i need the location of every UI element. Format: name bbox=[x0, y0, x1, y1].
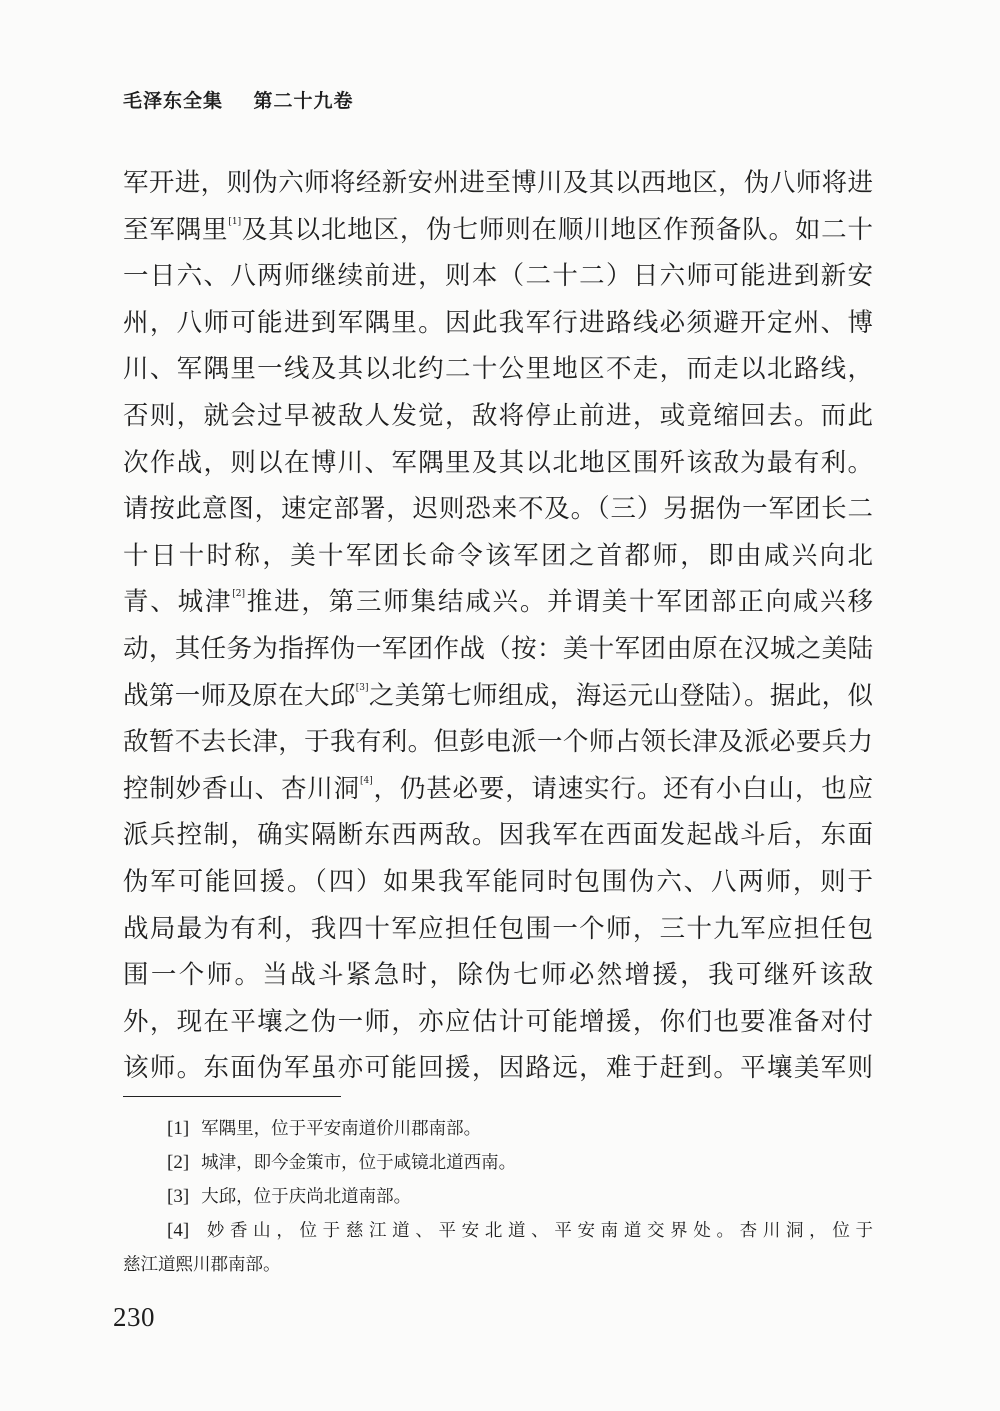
body-line: 敌暂不去长津，于我有利。但彭电派一个师占领长津及派必要兵力 bbox=[123, 727, 873, 758]
body-line: 否则，就会过早被敌人发觉，敌将停止前进，或竟缩回去。而此 bbox=[123, 400, 873, 431]
body-line: 至军隅里[1]及其以北地区，伪七师则在顺川地区作预备队。如二十 bbox=[123, 214, 873, 245]
body-line: 控制妙香山、杏川洞[4]，仍甚必要，请速实行。还有小白山，也应 bbox=[123, 773, 873, 804]
body-line: 次作战，则以在博川、军隅里及其以北地区围歼该敌为最有利。 bbox=[123, 447, 873, 478]
body-line: 青、城津[2]推进，第三师集结咸兴。并谓美十军团部正向咸兴移 bbox=[123, 587, 873, 618]
body-line: 动，其任务为指挥伪一军团作战（按：美十军团由原在汉城之美陆 bbox=[123, 633, 873, 664]
footnote-text: 军隅里，位于平安南道价川郡南部。 bbox=[201, 1119, 482, 1139]
footnote-1 bbox=[123, 1112, 873, 1146]
footnote-ref: [3] bbox=[355, 682, 369, 693]
footnote-text: 妙香山，位于慈江道、平安北道、平安南道交界处。杏川洞，位于 bbox=[201, 1221, 873, 1241]
body-line: 战第一师及原在大邱[3]之美第七师组成，海运元山登陆）。据此，似 bbox=[123, 680, 873, 711]
body-line: 伪军可能回援。（四）如果我军能同时包围伪六、八两师，则于 bbox=[123, 866, 873, 897]
body-text bbox=[123, 160, 873, 1092]
body-line: 围一个师。当战斗紧急时，除伪七师必然增援，我可继歼该敌 bbox=[123, 960, 873, 991]
footnote-number: [4] bbox=[167, 1220, 190, 1241]
footnote-number: [1] bbox=[167, 1118, 190, 1139]
footnote-ref: [1] bbox=[228, 216, 242, 227]
body-line: 军开进，则伪六师将经新安州进至博川及其以西地区，伪八师将进 bbox=[123, 168, 873, 198]
footnote-4-continuation: 慈江道熙川郡南部。 bbox=[123, 1255, 281, 1275]
body-line: 十日十时称，美十军团长命令该军团之首都师，即由咸兴向北 bbox=[123, 540, 873, 571]
body-line: 派兵控制，确实隔断东西两敌。因我军在西面发起战斗后，东面 bbox=[123, 820, 873, 851]
footnote-4 bbox=[123, 1214, 873, 1248]
footnotes bbox=[123, 1112, 873, 1282]
body-line: 请按此意图，速定部署，迟则恐来不及。（三）另据伪一军团长二 bbox=[123, 494, 873, 525]
footnote-text: 大邱，位于庆尚北道南部。 bbox=[201, 1187, 412, 1207]
footnote-divider bbox=[123, 1096, 341, 1097]
footnote-2 bbox=[123, 1146, 873, 1180]
body-line: 该师。东面伪军虽亦可能回援，因路远，难于赶到。平壤美军则 bbox=[123, 1053, 873, 1084]
body-line: 一日六、八两师继续前进，则本（二十二）日六师可能进到新安 bbox=[123, 261, 873, 292]
footnote-text: 城津，即今金策市，位于咸镜北道西南。 bbox=[201, 1153, 517, 1173]
footnote-number: [3] bbox=[167, 1186, 190, 1207]
body-line: 川、军隅里一线及其以北约二十公里地区不走，而走以北路线， bbox=[123, 354, 873, 385]
page-number: 230 bbox=[113, 1302, 155, 1332]
footnote-ref: [4] bbox=[359, 775, 373, 786]
footnote-ref: [2] bbox=[232, 589, 245, 600]
footnote-3 bbox=[123, 1180, 873, 1214]
body-line: 战局最为有利，我四十军应担任包围一个师，三十九军应担任包 bbox=[123, 913, 873, 944]
running-header: 毛泽东全集 第二十九卷 bbox=[123, 90, 354, 112]
body-line: 州，八师可能进到军隅里。因此我军行进路线必须避开定州、博 bbox=[123, 307, 873, 338]
footnote-number: [2] bbox=[167, 1152, 190, 1173]
body-line: 外，现在平壤之伪一师，亦应估计可能增援，你们也要准备对付 bbox=[123, 1006, 873, 1037]
